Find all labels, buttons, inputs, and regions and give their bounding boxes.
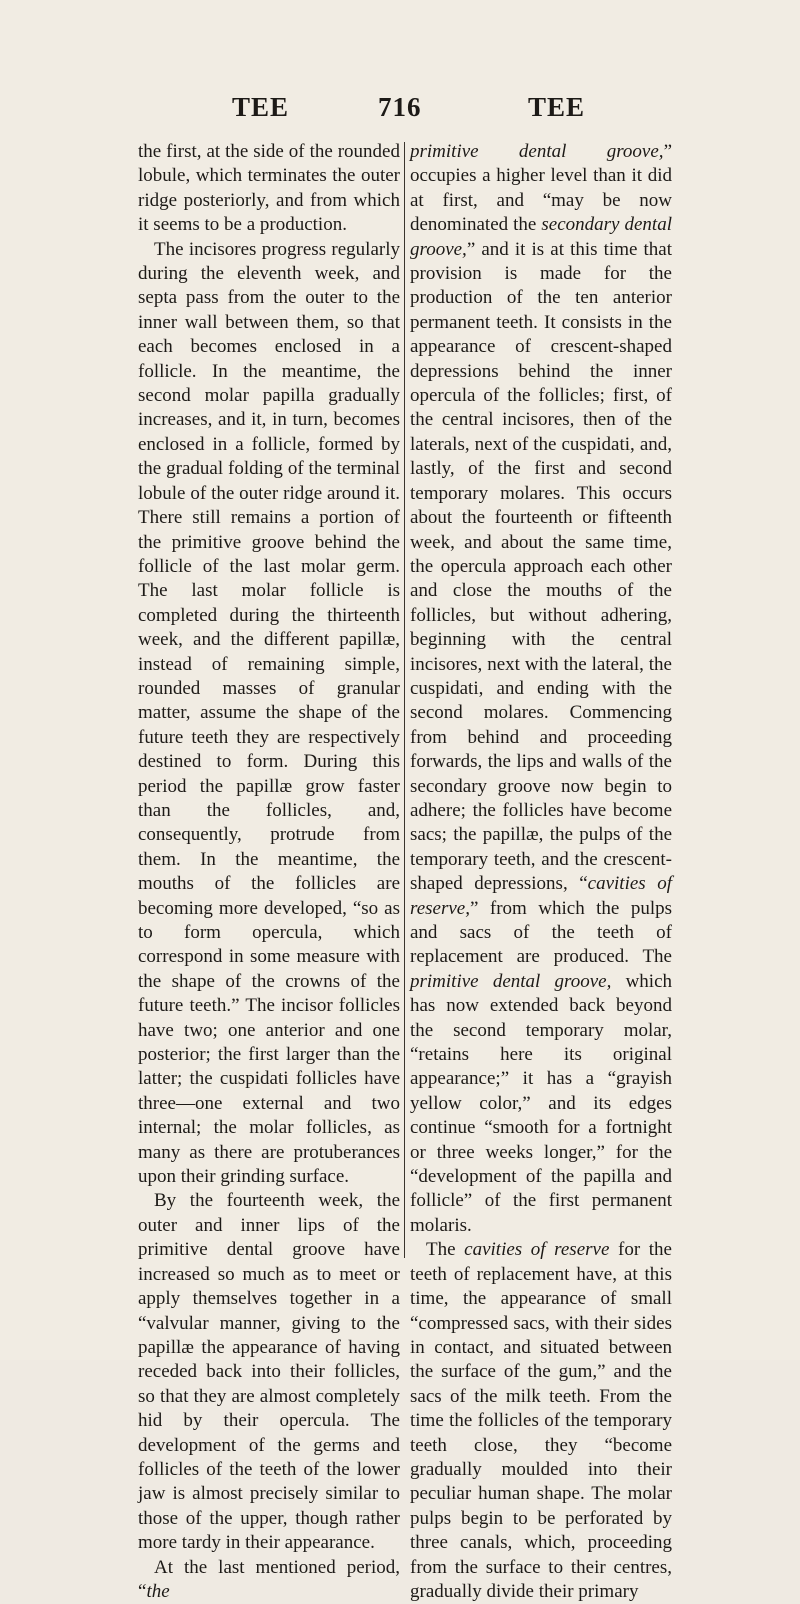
header-left-word: TEE [232, 92, 290, 122]
left-paragraph-1: the first, at the side of the rounded lobule, which terminates the outer ridge posteriorly, and from which it seems to be a production. [138, 141, 400, 236]
right-p1-text-b: ” and it is at this time that provision is made for the production of the ten anterior permanent teeth. It consists in the appearance of crescent-shaped depressions behind the inner opercula of the follicles; first, of the central incisores, then of the laterals, next of the cuspidati, and, lastly, of the first and second temporary molares. This occurs about the fourteenth or fifteenth week, and about the same time, the opercula approach each other and close the mouths of the follicles, but without adhering, beginning with the central incisores, next with the lateral, the cuspidati, and ending with the second molares. Commencing from behind and proceeding forwards, the lips and walls of the secondary groove now begin to adhere; the follicles have become sacs; the papillæ, the pulps of the temporary teeth, and the crescent-shaped depressions, “ [410, 238, 672, 895]
term-primitive-dental-groove-2: primitive dental groove, [410, 970, 612, 992]
term-cavities-of-reserve: cavities of reserve, [410, 873, 672, 919]
column-divider [404, 142, 405, 1258]
right-p1-text-d: which has now extended back beyond the second temporary molar, “retains here its original appearance;” it has a “grayish yellow color,” and its edges continue “smooth for a fortnight or three weeks longer,” for the “development of the papilla and follicle” of the first permanent molaris. [410, 970, 672, 1236]
header-right-word: TEE [528, 92, 586, 122]
left-paragraph-4 [138, 1556, 400, 1604]
left-paragraph-2: The incisores progress regularly during the eleventh week, and septa pass from the outer to the inner wall between them, so that each becomes enclosed in a follicle. In the meantime, the second molar papilla gradually increases, and it, in turn, becomes enclosed in a follicle, formed by the gradual folding of the terminal lobule of the outer ridge around it. There still remains a portion of the primitive groove behind the follicle of the last molar germ. The last molar follicle is completed during the thirteenth week, and the different papillæ, instead of remaining simple, rounded masses of granular matter, assume the shape of the future teeth they are respectively destined to form. During this period the papillæ grow faster than the follicles, and, consequently, protrude from them. In the meantime, the mouths of the follicles are becoming more developed, “so as to form opercula, which correspond in some measure with the shape of the crowns of the future teeth.” The incisor follicles have two; one anterior and one posterior; the first larger than the latter; the cuspidati follicles have three—one external and two internal; the molar follicles, as many as there are protuberances upon their grinding surface. [138, 238, 400, 1188]
right-paragraph-2 [410, 1238, 672, 1604]
term-cavities-of-reserve-2: cavities of reserve [464, 1239, 610, 1261]
right-p1-text-a: ” occupies a higher level than it did at first, and “may be now denominated the [410, 141, 672, 236]
left-column [138, 140, 400, 1604]
right-p1-text-c: ” from which the pulps and sacs of the teeth of replacement are produced. The [410, 897, 672, 968]
right-column [410, 140, 672, 1604]
right-p2-text-a: The [426, 1239, 465, 1261]
left-p4-text: At the last mentioned period, “ [138, 1556, 400, 1602]
left-p4-italic: the [146, 1580, 170, 1602]
right-p2-text-b: for the teeth of replacement have, at this time, the appearance of small “compressed sacs, with their sides in contact, and situated between the surface of the gum,” and the sacs of the milk teeth. From the time the follicles of the temporary teeth close, they “become gradually moulded into their peculiar human shape. The molar pulps begin to be perforated by three canals, which, proceeding from the surface to their centres, gradually divide their primary [410, 1239, 672, 1602]
right-paragraph-1 [410, 140, 672, 1238]
term-secondary-dental-groove: secondary dental groove, [410, 214, 672, 260]
left-paragraph-3: By the fourteenth week, the outer and inner lips of the primitive dental groove have increased so much as to meet or apply themselves together in a “valvular manner, giving to the papillæ the appearance of having receded back into their follicles, so that they are almost completely hid by their opercula. The development of the germs and follicles of the teeth of the lower jaw is almost precisely similar to those of the upper, though rather more tardy in their appearance. [138, 1190, 400, 1554]
term-primitive-dental-groove: primitive dental groove, [410, 141, 664, 162]
running-head [0, 92, 800, 126]
page-number: 716 [378, 92, 422, 122]
